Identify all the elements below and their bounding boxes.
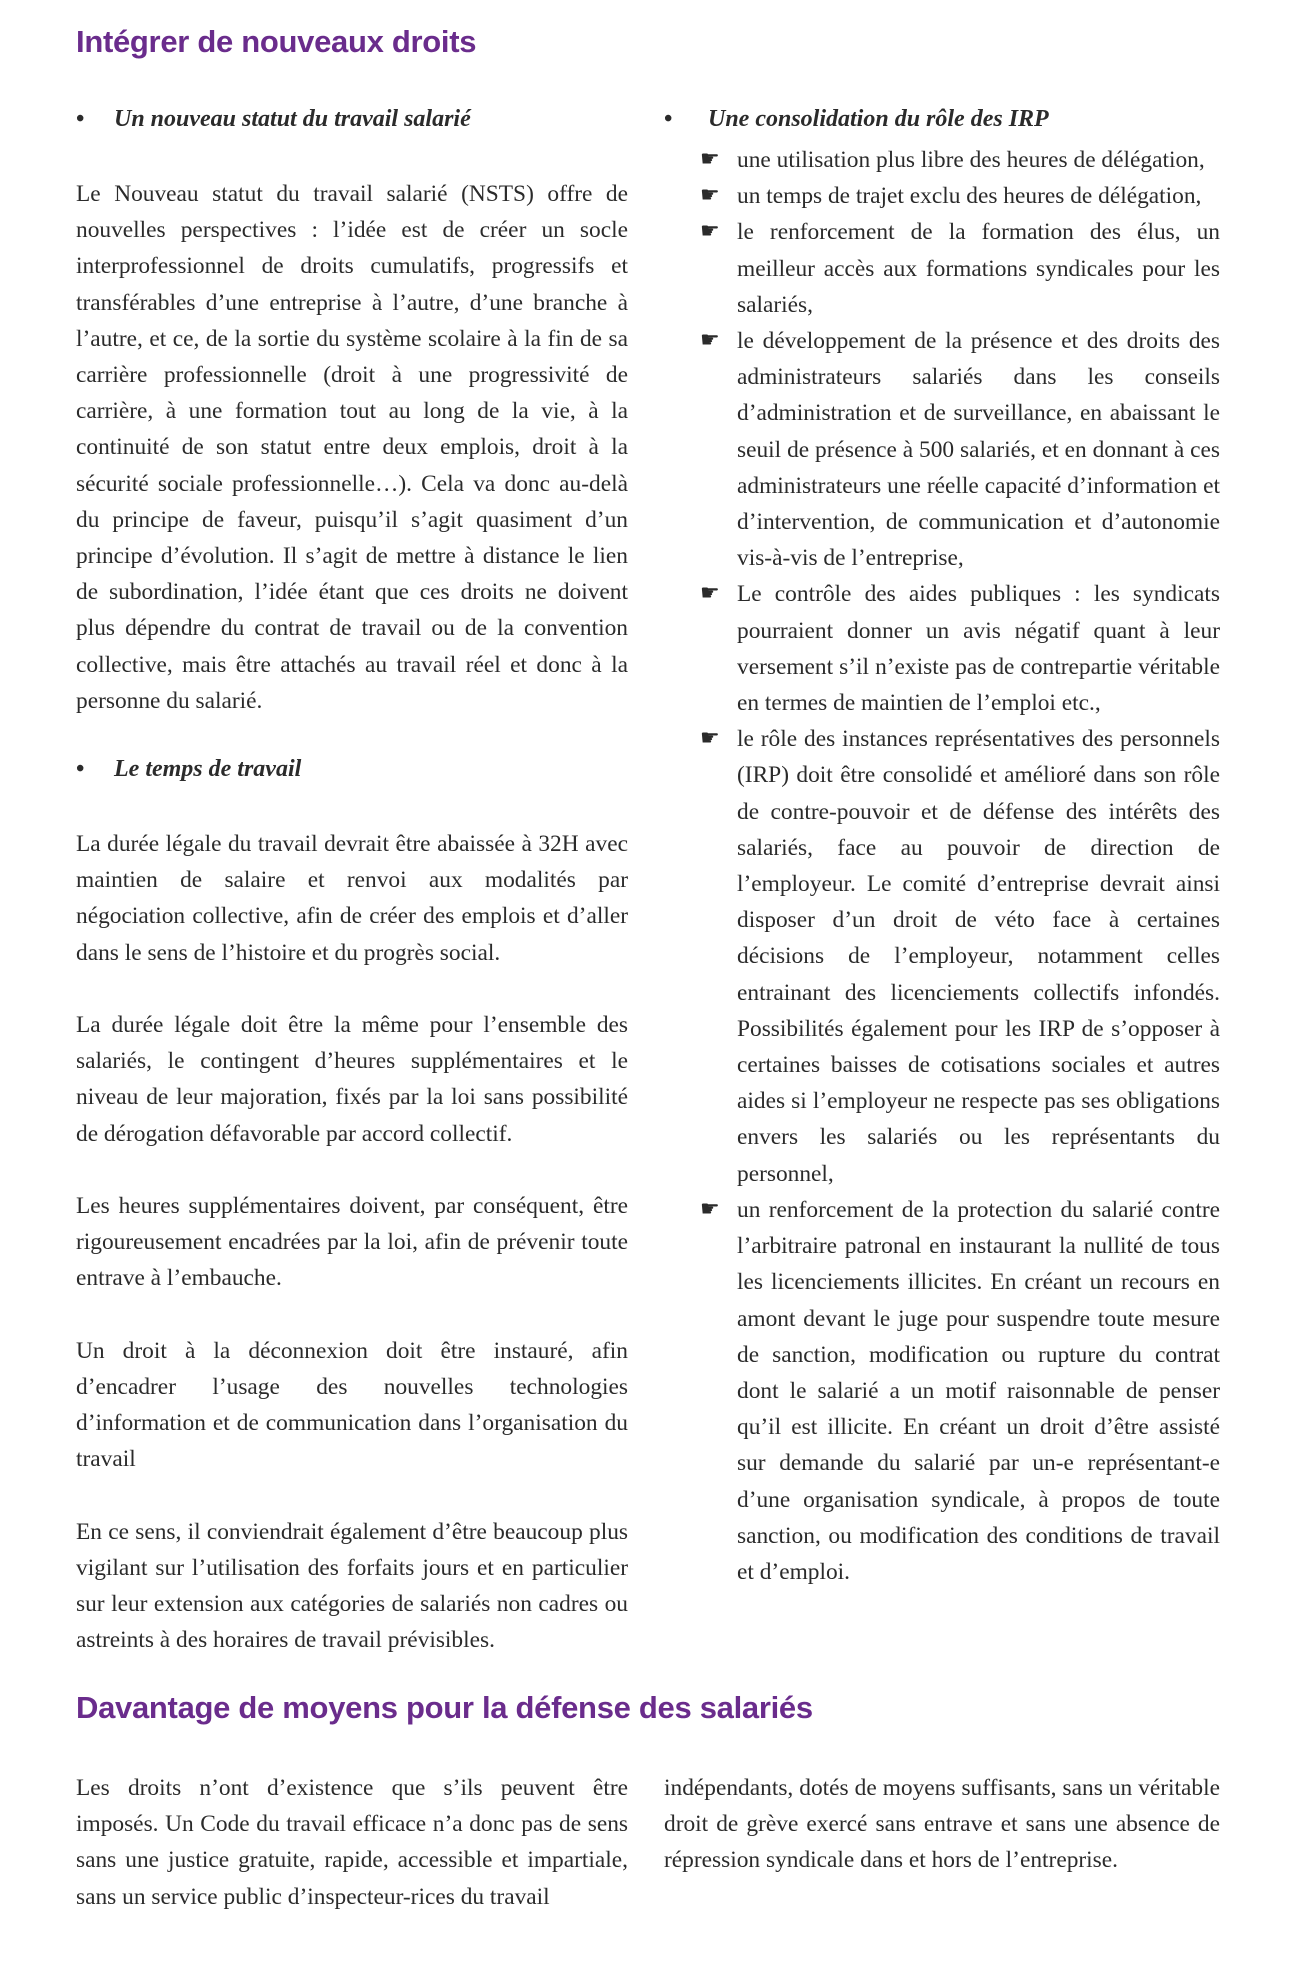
list-item-text: un temps de trajet exclu des heures de délégation,: [737, 183, 1202, 210]
pointing-hand-icon: ☛: [700, 147, 720, 172]
list-item: [700, 214, 1220, 323]
list-item-text: un renforcement de la protection du salarié contre l’arbitraire patronal en instaurant la nullité de tous les licenciements illicites. En créant un recours en amont devant le juge pour suspendre toute mesure de sanction, modification ou rupture du contrat dont le salarié a un motif raisonnable de penser qu’il est illicite. En créant un droit d’être assisté sur demande du salarié par un-e représentant-e d’une organisation syndicale, à propos de toute sanction, ou modification des conditions de travail et d’emploi.: [737, 1196, 1220, 1585]
paragraph-forfaits-jours: En ce sens, il conviendrait également d’être beaucoup plus vigilant sur l’utilisation des forfaits jours et en particulier sur leur extension aux catégories de salariés non cadres ou astreints à des horaires de travail prévisibles.: [76, 1518, 628, 1654]
pointing-hand-icon: ☛: [700, 183, 720, 209]
list-item: [700, 1192, 1220, 1590]
list-item: [700, 178, 1220, 214]
list-item-text: le renforcement de la formation des élus, un meilleur accès aux formations syndicales pour les salariés,: [737, 219, 1220, 318]
pointing-hand-icon: ☛: [700, 219, 720, 245]
list-item-text: Le contrôle des aides publiques : les syndicats pourraient donner un avis négatif quant à leur versement s’il n’existe pas de contrepartie véritable en termes de maintien de l’emploi etc.,: [737, 581, 1220, 717]
pointing-hand-icon: ☛: [700, 328, 720, 354]
paragraph-text: Le Nouveau statut du travail salarié (NSTS) offre de nouvelles perspectives : l’idée est de créer un socle interprofessionnel de droits cumulatifs, progressifs et transférables d’une entreprise à l’autre, d’une branche à l’autre, et ce, de la sortie du système scolaire à la fin de sa carrière professionnelle (droit à une progressivité de carrière, à une formation tout au long de la vie, à la continuité de son statut entre deux emplois, droit à la sécurité sociale professionnelle…). Cela va donc au-delà du principe de faveur, puisqu’il s’agit quasiment d’un principe d’évolution. Il s’agit de mettre à distance le lien de subordination, l’idée étant que ces droits ne doivent plus dépendre du contrat de travail ou de la convention collective, mais être attachés au travail réel et donc à la personne du salarié.: [76, 181, 628, 714]
paragraph-heures-supplementaires: Les heures supplémentaires doivent, par conséquent, être rigoureusement encadrées par la loi, afin de prévenir toute entrave à l’embauche.: [76, 1193, 628, 1292]
section-heading-nouveaux-droits: Intégrer de nouveaux droits: [76, 24, 477, 59]
bullet-dot: •: [76, 756, 85, 782]
pointing-hand-icon: ☛: [700, 1196, 720, 1222]
irp-list: [700, 142, 1220, 1590]
list-item-text: le développement de la présence et des droits des administrateurs salariés dans les conseils d’administration et de surveillance, en abaissant le seuil de présence à 500 salariés, et en donnant à ces administrateurs une réelle capacité d’information et d’intervention, de communication et d’autonomie vis-à-vis de l’entreprise,: [737, 328, 1220, 572]
bullet-title-text: Une consolidation du rôle des IRP: [708, 106, 1049, 132]
list-item: [700, 576, 1220, 721]
paragraph-text: indépendants, dotés de moyens suffisants, sans un véritable droit de grève exercé sans entrave et sans une absence de répression syndicale dans et hors de l’entreprise.: [664, 1775, 1220, 1874]
paragraph-justice-left: [76, 1770, 628, 1915]
paragraph-deconnexion: Un droit à la déconnexion doit être instauré, afin d’encadrer l’usage des nouvelles technologies d’information et de communication dans l’organisation du travail: [76, 1337, 628, 1473]
temps-de-travail-paragraphs: [76, 826, 628, 1659]
paragraph-nsts: [76, 176, 628, 719]
paragraph-justice-right: [664, 1770, 1220, 1879]
paragraph-text: Les droits n’ont d’existence que s’ils peuvent être imposés. Un Code du travail efficace n’a donc pas de sens sans une justice gratuite, rapide, accessible et impartiale, sans un service public d’inspecteur-rices du travail: [76, 1775, 628, 1910]
list-item: [700, 721, 1220, 1192]
pointing-hand-icon: ☛: [700, 726, 720, 752]
list-item: [700, 142, 1220, 178]
pointing-hand-icon: ☛: [700, 581, 720, 607]
paragraph-duree-legale: La durée légale doit être la même pour l’ensemble des salariés, le contingent d’heures supplémentaires et le niveau de leur majoration, fixés par la loi sans possibilité de dérogation défavorable par accord collectif.: [76, 1012, 628, 1147]
bullet-dot: •: [76, 106, 85, 132]
list-item-text: le rôle des instances représentatives des personnels (IRP) doit être consolidé et amélioré dans son rôle de contre-pouvoir et de défense des intérêts des salariés, face au pouvoir de direction de l’employeur. Le comité d’entreprise devrait ainsi disposer d’un droit de véto face à certaines décisions de l’employeur, notamment celles entrainant des licenciements collectifs infondés. Possibilités également pour les IRP de s’opposer à certaines baisses de cotisations sociales et autres aides si l’employeur ne respecte pas ses obligations envers les salariés ou les représentants du personnel,: [737, 726, 1220, 1187]
bullet-title-text: Un nouveau statut du travail salarié: [114, 106, 471, 132]
bullet-dot: •: [664, 106, 673, 132]
paragraph-32h: La durée légale du travail devrait être abaissée à 32H avec maintien de salaire et renvoi aux modalités par négociation collective, afin de créer des emplois et d’aller dans le sens de l’histoire et du progrès social.: [76, 831, 628, 966]
list-item-text: une utilisation plus libre des heures de délégation,: [737, 147, 1205, 173]
section-heading-moyens-defense: Davantage de moyens pour la défense des salariés: [76, 1690, 813, 1725]
bullet-title-text: Le temps de travail: [114, 756, 302, 782]
list-item: [700, 323, 1220, 576]
